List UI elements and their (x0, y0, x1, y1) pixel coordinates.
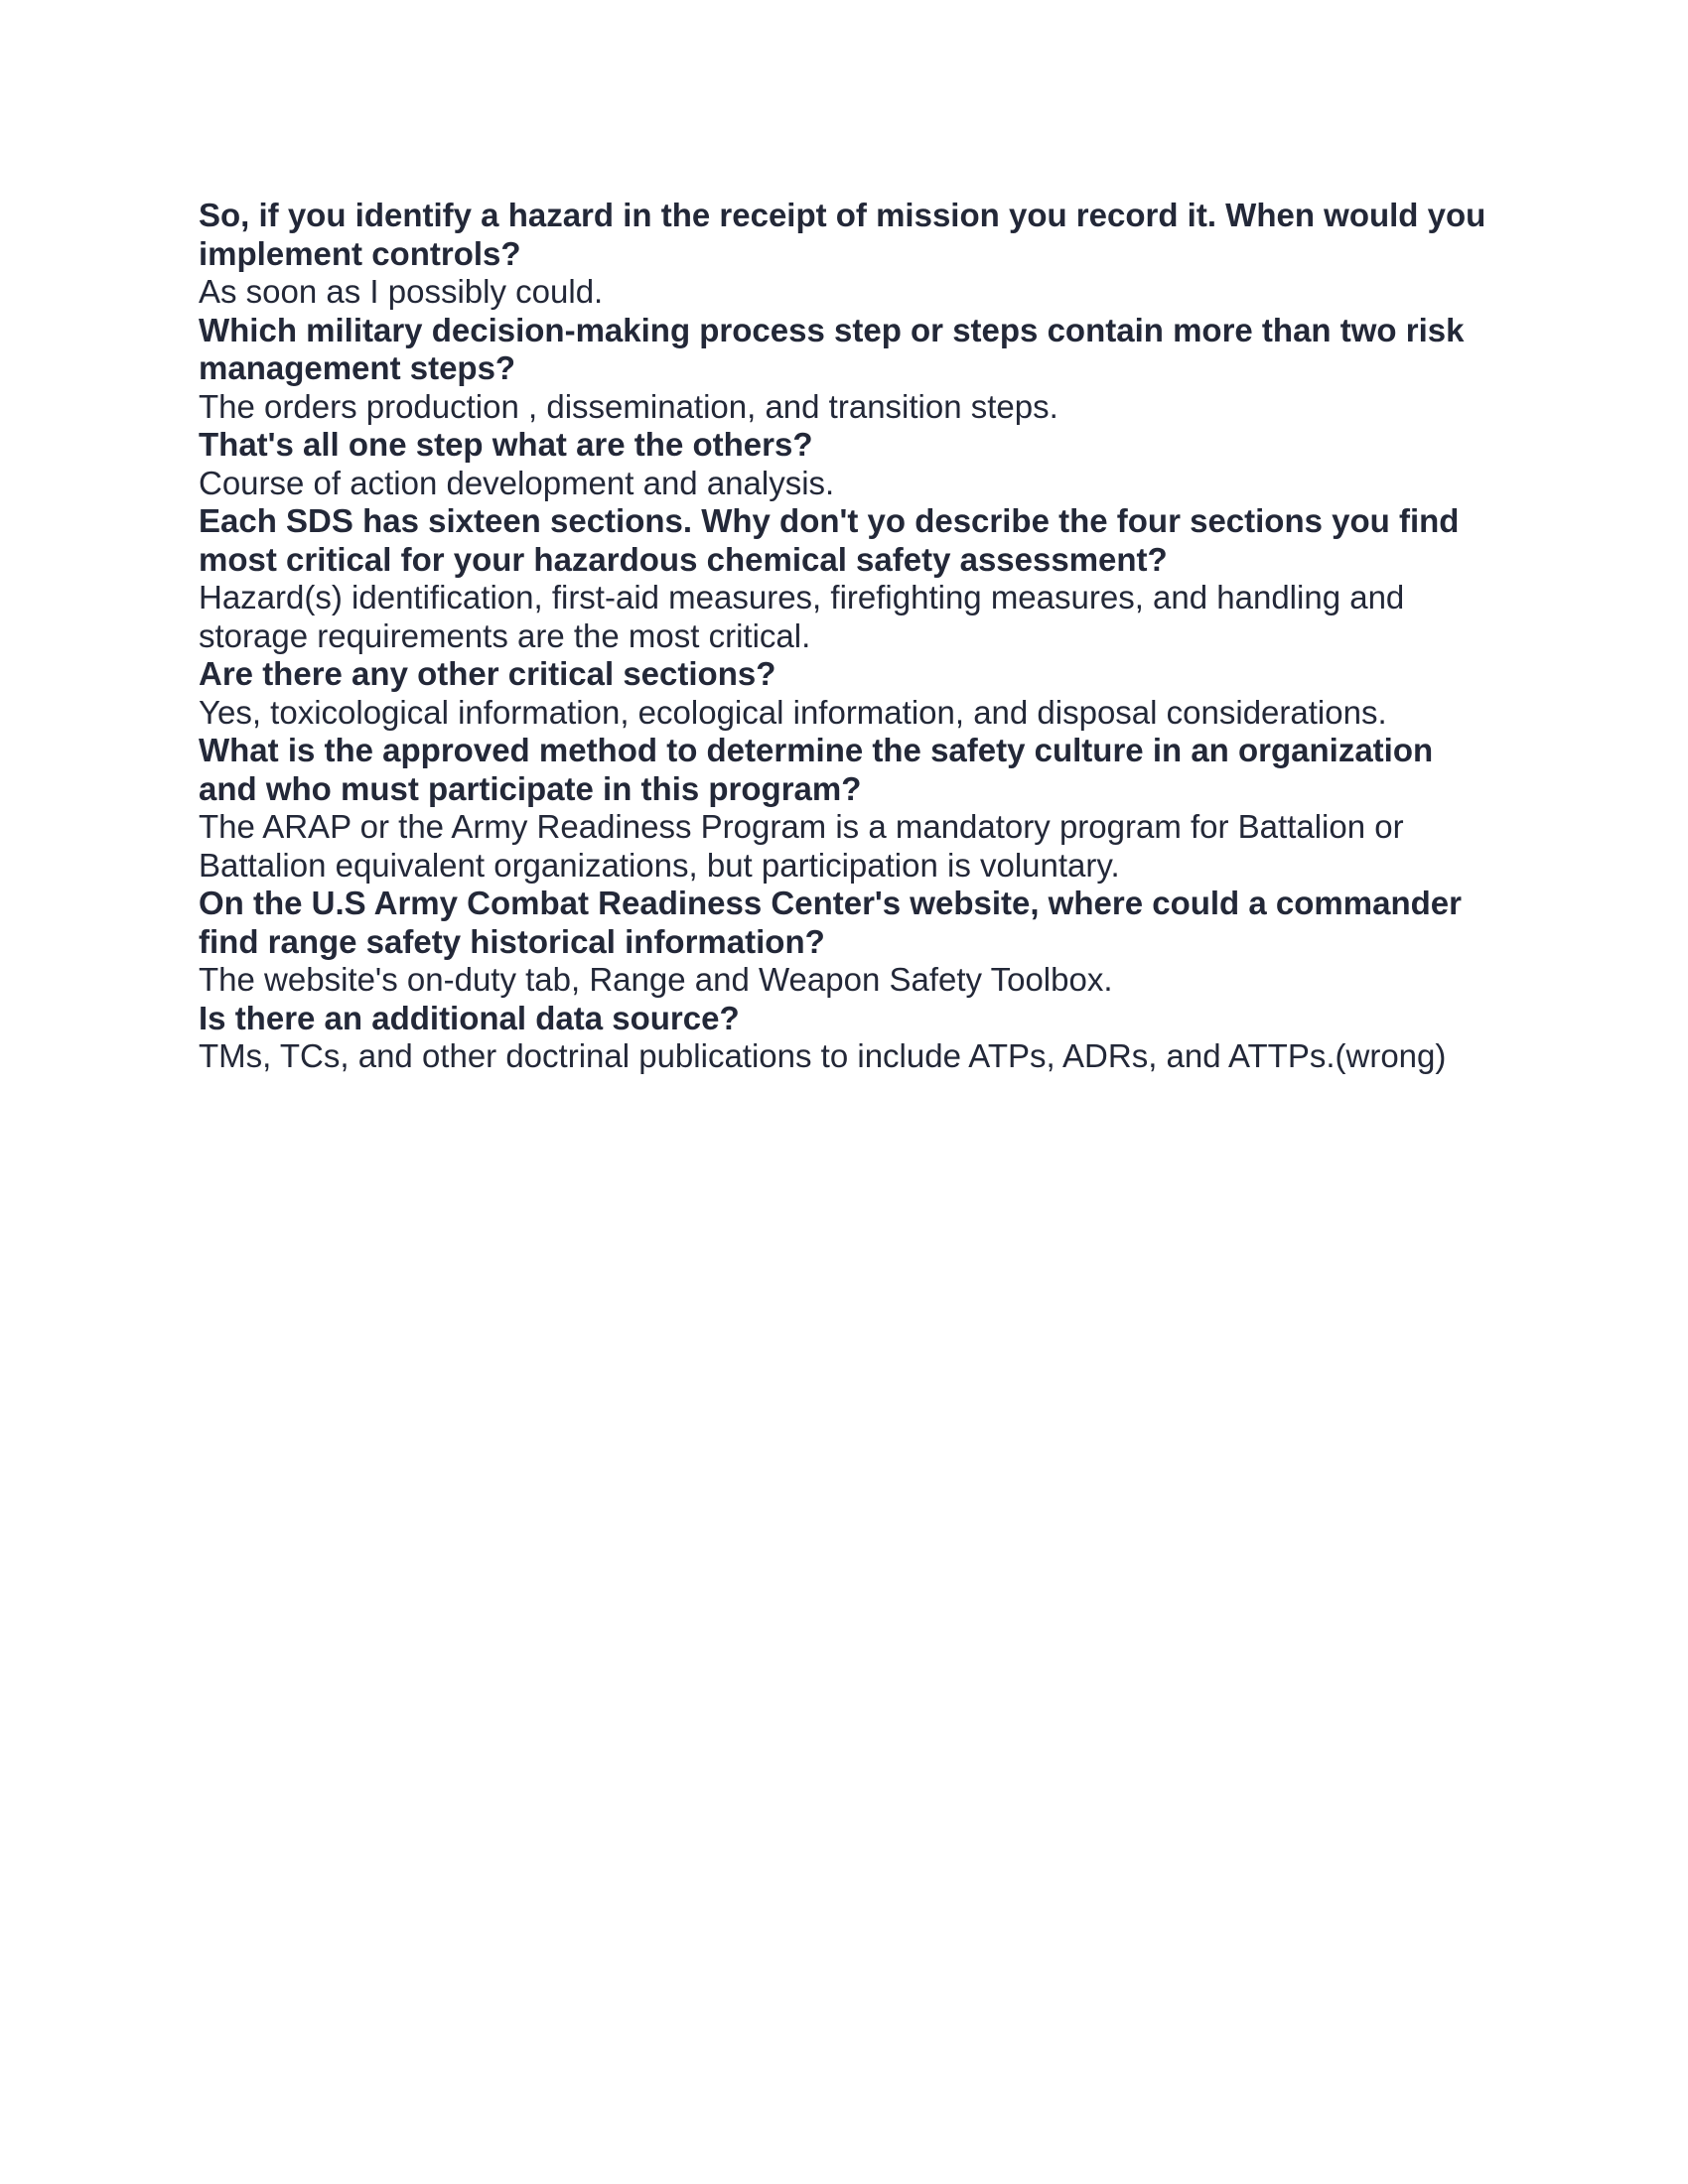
answer-text: The orders production , dissemination, and transition steps. (199, 387, 1058, 425)
answer-text: Yes, toxicological information, ecological information, and disposal considerations. (199, 693, 1387, 731)
qa-entry (199, 1000, 1489, 1076)
answer-text: As soon as I possibly could. (199, 273, 604, 310)
question-text: Are there any other critical sections? (199, 655, 776, 692)
qa-entry (199, 885, 1489, 1000)
answer-text: Course of action development and analysis. (199, 464, 835, 501)
answer-text: Hazard(s) identification, first-aid measures, firefighting measures, and handling and storage requirements are the most critical. (199, 579, 1405, 654)
qa-entry (199, 732, 1489, 885)
question-text: Which military decision-making process step or steps contain more than two risk management steps? (199, 311, 1465, 386)
qa-document (199, 197, 1489, 1076)
qa-entry (199, 312, 1489, 427)
answer-text: TMs, TCs, and other doctrinal publications to include ATPs, ADRs, and ATTPs.(wrong) (199, 1037, 1447, 1074)
question-text: Each SDS has sixteen sections. Why don't yo describe the four sections you find most critical for your hazardous chemical safety assessment? (199, 502, 1460, 578)
question-text: On the U.S Army Combat Readiness Center's website, where could a commander find range safety historical information? (199, 885, 1462, 960)
question-text: What is the approved method to determine the safety culture in an organization and who must participate in this program? (199, 732, 1434, 807)
qa-entry (199, 426, 1489, 502)
question-text: Is there an additional data source? (199, 999, 740, 1036)
question-text: So, if you identify a hazard in the receipt of mission you record it. When would you implement controls? (199, 197, 1486, 272)
answer-text: The ARAP or the Army Readiness Program is a mandatory program for Battalion or Battalion equivalent organizations, but participation is voluntary. (199, 808, 1404, 884)
question-text: That's all one step what are the others? (199, 426, 813, 463)
qa-entry (199, 655, 1489, 732)
qa-entry (199, 197, 1489, 312)
qa-entry (199, 502, 1489, 655)
answer-text: The website's on-duty tab, Range and Weapon Safety Toolbox. (199, 961, 1113, 998)
